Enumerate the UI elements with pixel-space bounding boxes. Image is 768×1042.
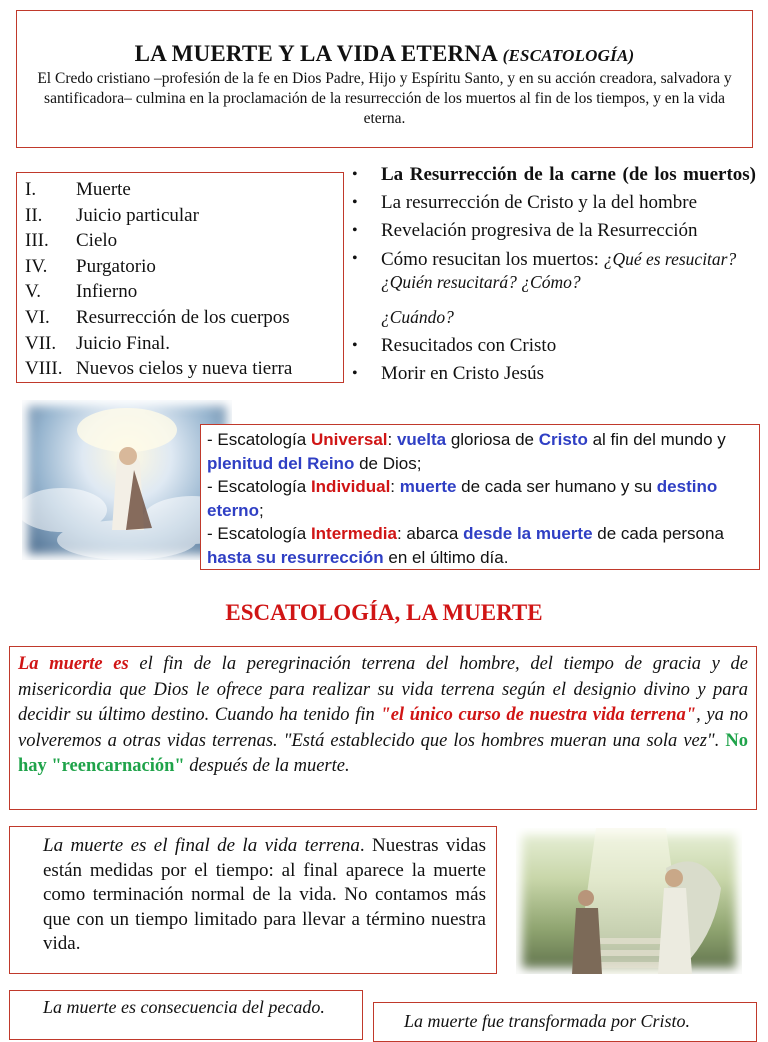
topic-question-when: ¿Cuándo? (381, 307, 454, 327)
title-subtitle: (ESCATOLOGÍA) (502, 46, 635, 65)
list-item (352, 363, 756, 385)
toc-label: Infierno (76, 281, 138, 303)
topic-text (381, 248, 756, 329)
definition-highlight: "el único curso de nuestra vida terrena" (380, 705, 697, 725)
toc-number: III. (25, 230, 49, 252)
angel-image (516, 828, 742, 974)
no-reincarnation: No hay "reencarnación" (18, 730, 748, 776)
life-end-box (9, 826, 497, 974)
toc-number: I. (25, 179, 37, 200)
list-item (352, 164, 756, 186)
definition-text: después de la muerte. (184, 756, 350, 776)
toc-label: Purgatorio (76, 255, 156, 277)
toc-box (16, 172, 344, 383)
definition-lead: La muerte es (18, 654, 129, 674)
bullet-icon: • (352, 250, 358, 267)
bullet-icon: • (352, 337, 358, 354)
christ-text: La muerte fue transformada por Cristo. (404, 1011, 691, 1031)
topic-text: Resucitados con Cristo (381, 335, 557, 356)
definition-box (9, 646, 757, 810)
toc-label: Juicio Final. (76, 332, 170, 354)
toc-label: Nuevos cielos y nueva tierra (76, 358, 293, 380)
bullet-icon: • (352, 194, 358, 211)
escatologia-box (200, 424, 760, 570)
section-title: ESCATOLOGÍA, LA MUERTE (225, 600, 543, 625)
toc-number: VI. (25, 306, 50, 328)
topic-text: La resurrección de Cristo y la del hombre (381, 192, 698, 213)
christ-box (373, 1002, 757, 1042)
toc-item (25, 203, 343, 229)
topic-text: La Resurrección de la carne (de los muertos) (381, 164, 756, 185)
page-title (17, 41, 752, 67)
sin-text: La muerte es consecuencia del pecado. (43, 997, 325, 1017)
topic-list (352, 164, 756, 391)
intro-text: El Credo cristiano –profesión de la fe en Dios Padre, Hijo y Espíritu Santo, y en su acción creadora, salvadora y santificadora– culmina en la proclamación de la resurrección de los muertos al fin de los tiempos, y en la vida eterna. (37, 70, 732, 127)
topic-text-main: Cómo resucitan los muertos: (381, 249, 599, 270)
toc-item (25, 356, 343, 382)
toc-item (25, 279, 343, 305)
toc-label: Juicio particular (76, 204, 199, 226)
header-box (16, 10, 753, 148)
toc-item (25, 228, 343, 254)
life-end-lead: La muerte es el final de la vida terrena (43, 835, 360, 856)
toc-label: Resurrección de los cuerpos (76, 306, 290, 328)
toc-item (25, 177, 343, 203)
list-item (352, 248, 756, 329)
bullet-icon: • (352, 365, 358, 382)
sin-box (9, 990, 363, 1040)
toc-number: V. (25, 281, 42, 303)
life-end-text: . Nuestras vidas están medidas por el tiempo: al final aparece la muerte como terminación normal de la vida. No contamos más que con un tiempo limitado para llevar a término nuestra vida. (43, 835, 487, 954)
definition-text: el fin de la peregrinación terrena del hombre, del tiempo de gracia y de misericordia que Dios le ofrece para realizar su vida terrena según el designio divino y para decidir su último destino. Cuando ha tenido fin (18, 654, 748, 725)
toc-label: Cielo (76, 230, 118, 252)
list-item (352, 192, 756, 214)
toc-item (25, 305, 343, 331)
bullet-icon: • (352, 166, 358, 183)
toc-item (25, 331, 343, 357)
list-item (352, 220, 756, 242)
toc-item (25, 254, 343, 280)
list-item (352, 335, 756, 357)
bullet-icon: • (352, 222, 358, 239)
escatologia-individual: - Escatología Individual: muerte de cada ser humano y su destino eterno; (207, 477, 718, 520)
toc-label: Muerte (76, 179, 131, 200)
escatologia-intermedia: - Escatología Intermedia: abarca desde la muerte de cada persona hasta su resurrección en el último día. (207, 524, 724, 567)
definition-text: , ya no volveremos a otras vidas terrenas. "Está establecido que los hombres mueran una sola vez". (18, 705, 748, 751)
escatologia-universal: - Escatología Universal: vuelta gloriosa de Cristo al fin del mundo y plenitud del Reino de Dios; (207, 430, 726, 473)
topic-text: Revelación progresiva de la Resurrección (381, 220, 698, 241)
topic-questions: ¿Qué es resucitar? ¿Quién resucitará? ¿Cómo? (381, 249, 737, 292)
toc-number: VII. (25, 332, 57, 354)
toc-number: II. (25, 204, 43, 226)
title-main: LA MUERTE Y LA VIDA ETERNA (134, 41, 497, 66)
toc-number: VIII. (25, 358, 63, 380)
toc-number: IV. (25, 255, 48, 277)
topic-text: Morir en Cristo Jesús (381, 363, 545, 384)
